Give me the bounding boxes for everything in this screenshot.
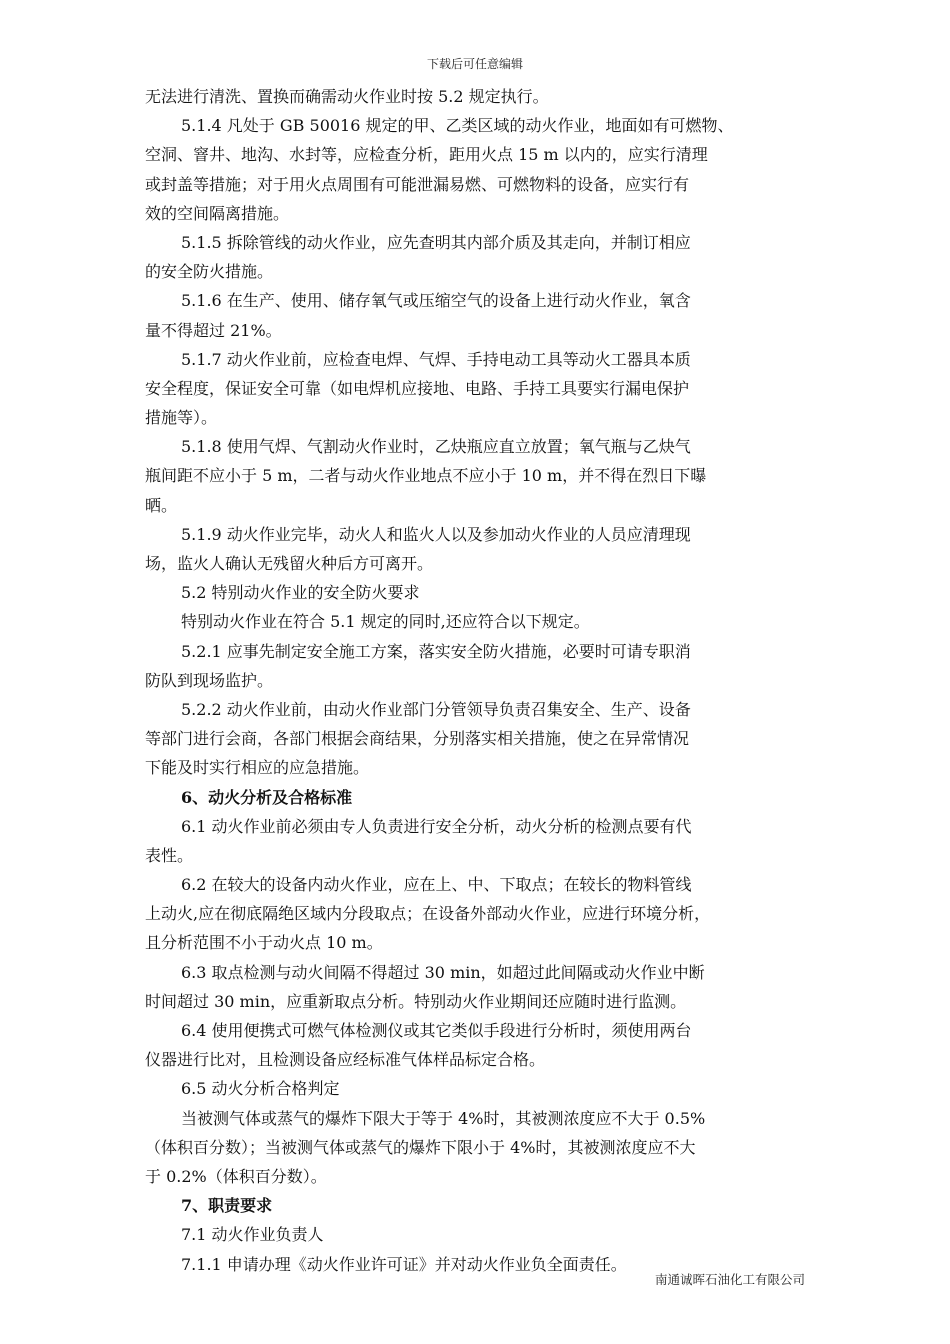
text-line: 6.5 动火分析合格判定 [181, 1079, 340, 1099]
text-line: 5.1.4 凡处于 GB 50016 规定的甲、乙类区域的动火作业，地面如有可燃物、 [181, 116, 734, 136]
section-heading: 7、职责要求 [181, 1196, 273, 1216]
text-line: 瓶间距不应小于 5 m，二者与动火作业地点不应小于 10 m，并不得在烈日下曝 [145, 466, 707, 486]
text-line: 5.1.8 使用气焊、气割动火作业时，乙炔瓶应直立放置；氧气瓶与乙炔气 [181, 437, 691, 457]
text-line: 5.1.9 动火作业完毕，动火人和监火人以及参加动火作业的人员应清理现 [181, 524, 691, 544]
text-line: 防队到现场监护。 [145, 670, 274, 690]
text-line: 晒。 [145, 495, 178, 515]
page-header: 下载后可任意编辑 [426, 57, 523, 71]
text-line: 6.3 取点检测与动火间隔不得超过 30 min，如超过此间隔或动火作业中断 [181, 962, 705, 982]
text-line: 量不得超过 21%。 [145, 320, 282, 340]
text-line: 特别动火作业在符合 5.1 规定的同时,还应符合以下规定。 [181, 612, 590, 632]
text-line: 安全程度，保证安全可靠（如电焊机应接地、电路、手持工具要实行漏电保护 [145, 378, 690, 398]
text-line: 7.1.1 申请办理《动火作业许可证》并对动火作业负全面责任。 [181, 1254, 627, 1274]
text-line: 措施等）。 [145, 408, 218, 428]
text-line: 表性。 [145, 845, 194, 865]
section-heading: 6、动火分析及合格标准 [181, 787, 353, 807]
text-line: 仪器进行比对，且检测设备应经标准气体样品标定合格。 [145, 1050, 546, 1070]
text-line: 当被测气体或蒸气的爆炸下限大于等于 4%时，其被测浓度应不大于 0.5% [181, 1108, 706, 1128]
text-line: 于 0.2%（体积百分数）。 [145, 1166, 327, 1186]
document-body [145, 82, 817, 1279]
text-line: 5.1.6 在生产、使用、储存氧气或压缩空气的设备上进行动火作业，氧含 [181, 291, 691, 311]
text-line: 6.2 在较大的设备内动火作业，应在上、中、下取点；在较长的物料管线 [181, 875, 692, 895]
text-line: （体积百分数）；当被测气体或蒸气的爆炸下限小于 4%时，其被测浓度应不大 [145, 1137, 696, 1157]
text-line: 空洞、窨井、地沟、水封等，应检查分析，距用火点 15 m 以内的，应实行清理 [145, 145, 708, 165]
text-line: 上动火,应在彻底隔绝区域内分段取点；在设备外部动火作业，应进行环境分析， [145, 904, 711, 924]
text-line: 6.1 动火作业前必须由专人负责进行安全分析，动火分析的检测点要有代 [181, 816, 692, 836]
text-line: 时间超过 30 min，应重新取点分析。特别动火作业期间还应随时进行监测。 [145, 991, 687, 1011]
text-line: 6.4 使用便携式可燃气体检测仪或其它类似手段进行分析时，须使用两台 [181, 1021, 692, 1040]
text-line: 下能及时实行相应的应急措施。 [145, 758, 370, 778]
text-line: 且分析范围不小于动火点 10 m。 [145, 933, 383, 953]
page-footer: 南通诚晖石油化工有限公司 [654, 1272, 805, 1287]
text-line: 5.1.7 动火作业前，应检查电焊、气焊、手持电动工具等动火工器具本质 [181, 349, 691, 369]
text-line: 5.2.2 动火作业前，由动火作业部门分管领导负责召集安全、生产、设备 [181, 699, 691, 719]
text-line: 的安全防火措施。 [145, 262, 274, 282]
text-line: 场，监火人确认无残留火种后方可离开。 [145, 554, 434, 573]
text-line: 等部门进行会商，各部门根据会商结果，分别落实相关措施，使之在异常情况 [145, 729, 690, 749]
text-line: 5.1.5 拆除管线的动火作业，应先查明其内部介质及其走向，并制订相应 [181, 232, 691, 252]
text-line: 或封盖等措施；对于用火点周围有可能泄漏易燃、可燃物料的设备，应实行有 [145, 174, 690, 194]
text-line: 5.2 特别动火作业的安全防火要求 [181, 583, 420, 603]
text-line: 7.1 动火作业负责人 [181, 1225, 324, 1245]
text-line: 5.2.1 应事先制定安全施工方案，落实安全防火措施，必要时可请专职消 [181, 641, 691, 661]
text-line: 无法进行清洗、置换而确需动火作业时按 5.2 规定执行。 [145, 87, 549, 106]
text-line: 效的空间隔离措施。 [145, 203, 290, 223]
